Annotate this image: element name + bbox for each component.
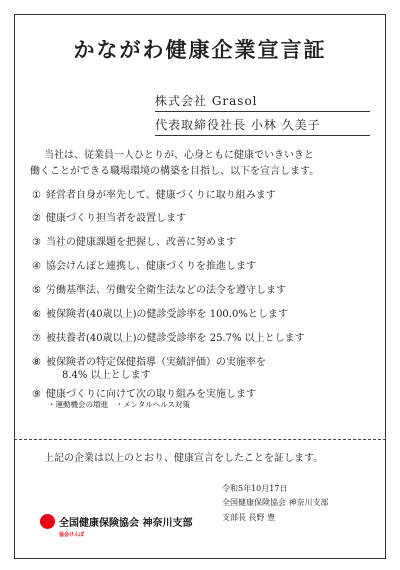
confirmation-text: 上記の企業は以上のとおり、健康宣言をしたことを証します。: [44, 453, 324, 464]
item-text: 被保険者の特定保健指導（実績評価）の実施率を: [46, 357, 266, 368]
item-number: ⑧: [32, 357, 41, 368]
declaration-item: [32, 385, 377, 400]
issuer-organization: 全国健康保険協会 神奈川支部: [222, 498, 329, 507]
declaration-item-continued: 8.4% 以上とします: [62, 370, 151, 381]
item-text: 被扶養者(40歳以上)の健診受診率を 25.7% 以上とします: [46, 333, 305, 344]
intro-text: [30, 148, 375, 180]
certificate-title: かながわ健康企業宣言証: [73, 37, 327, 62]
item-text: 協会けんぽと連携し、健康づくりを推進します: [46, 261, 256, 272]
item-number: ①: [32, 190, 41, 201]
logo-subtitle: 協会けんぽ: [59, 532, 85, 538]
initiatives-list: ・運動機会の増進 ・メンタルヘルス対策: [48, 400, 190, 409]
declaration-item: [32, 233, 377, 248]
representative-name: 代表取締役社長 小林 久美子: [155, 116, 370, 136]
logo-name: 全国健康保険協会 神奈川支部: [59, 518, 193, 529]
item-number: ③: [32, 237, 41, 248]
item-text: 経営者自身が率先して、健康づくりに取り組みます: [46, 190, 276, 201]
declaration-item: [32, 257, 377, 272]
item-text: 被保険者(40歳以上)の健診受診率を 100.0%とします: [46, 309, 288, 320]
declaration-item: [32, 305, 377, 320]
item-number: ⑥: [32, 309, 41, 320]
issuer-person: 支部長 長野 豊: [222, 513, 276, 522]
item-text: 当社の健康課題を把握し、改善に努めます: [46, 237, 236, 248]
item-number: ④: [32, 261, 41, 272]
intro-line-1: 当社は、従業員一人ひとりが、心身ともに健康でいきいきと: [44, 150, 314, 161]
kyokai-kenpo-logo: [40, 511, 200, 547]
item-text: 健康づくりに向けて次の取り組みを実施します: [46, 389, 256, 400]
item-text: 労働基準法、労働安全衛生法などの法令を遵守します: [46, 285, 286, 296]
declaration-item: [32, 281, 377, 296]
logo-mark-icon: [40, 514, 55, 529]
dashed-divider: [14, 439, 386, 440]
declaration-item: [32, 329, 377, 344]
company-name: 株式会社 Grasol: [155, 92, 370, 112]
issue-date: 令和5年10月17日: [222, 484, 288, 493]
item-number: ⑦: [32, 333, 41, 344]
intro-line-2: 働くことができる職場環境の構築を目指し、以下を宣言します。: [30, 166, 320, 177]
item-number: ⑤: [32, 285, 41, 296]
item-number: ②: [32, 213, 41, 224]
item-number: ⑨: [32, 389, 41, 400]
declaration-item: [32, 186, 377, 201]
declaration-item: [32, 209, 377, 224]
item-text: 健康づくり担当者を設置します: [46, 213, 186, 224]
